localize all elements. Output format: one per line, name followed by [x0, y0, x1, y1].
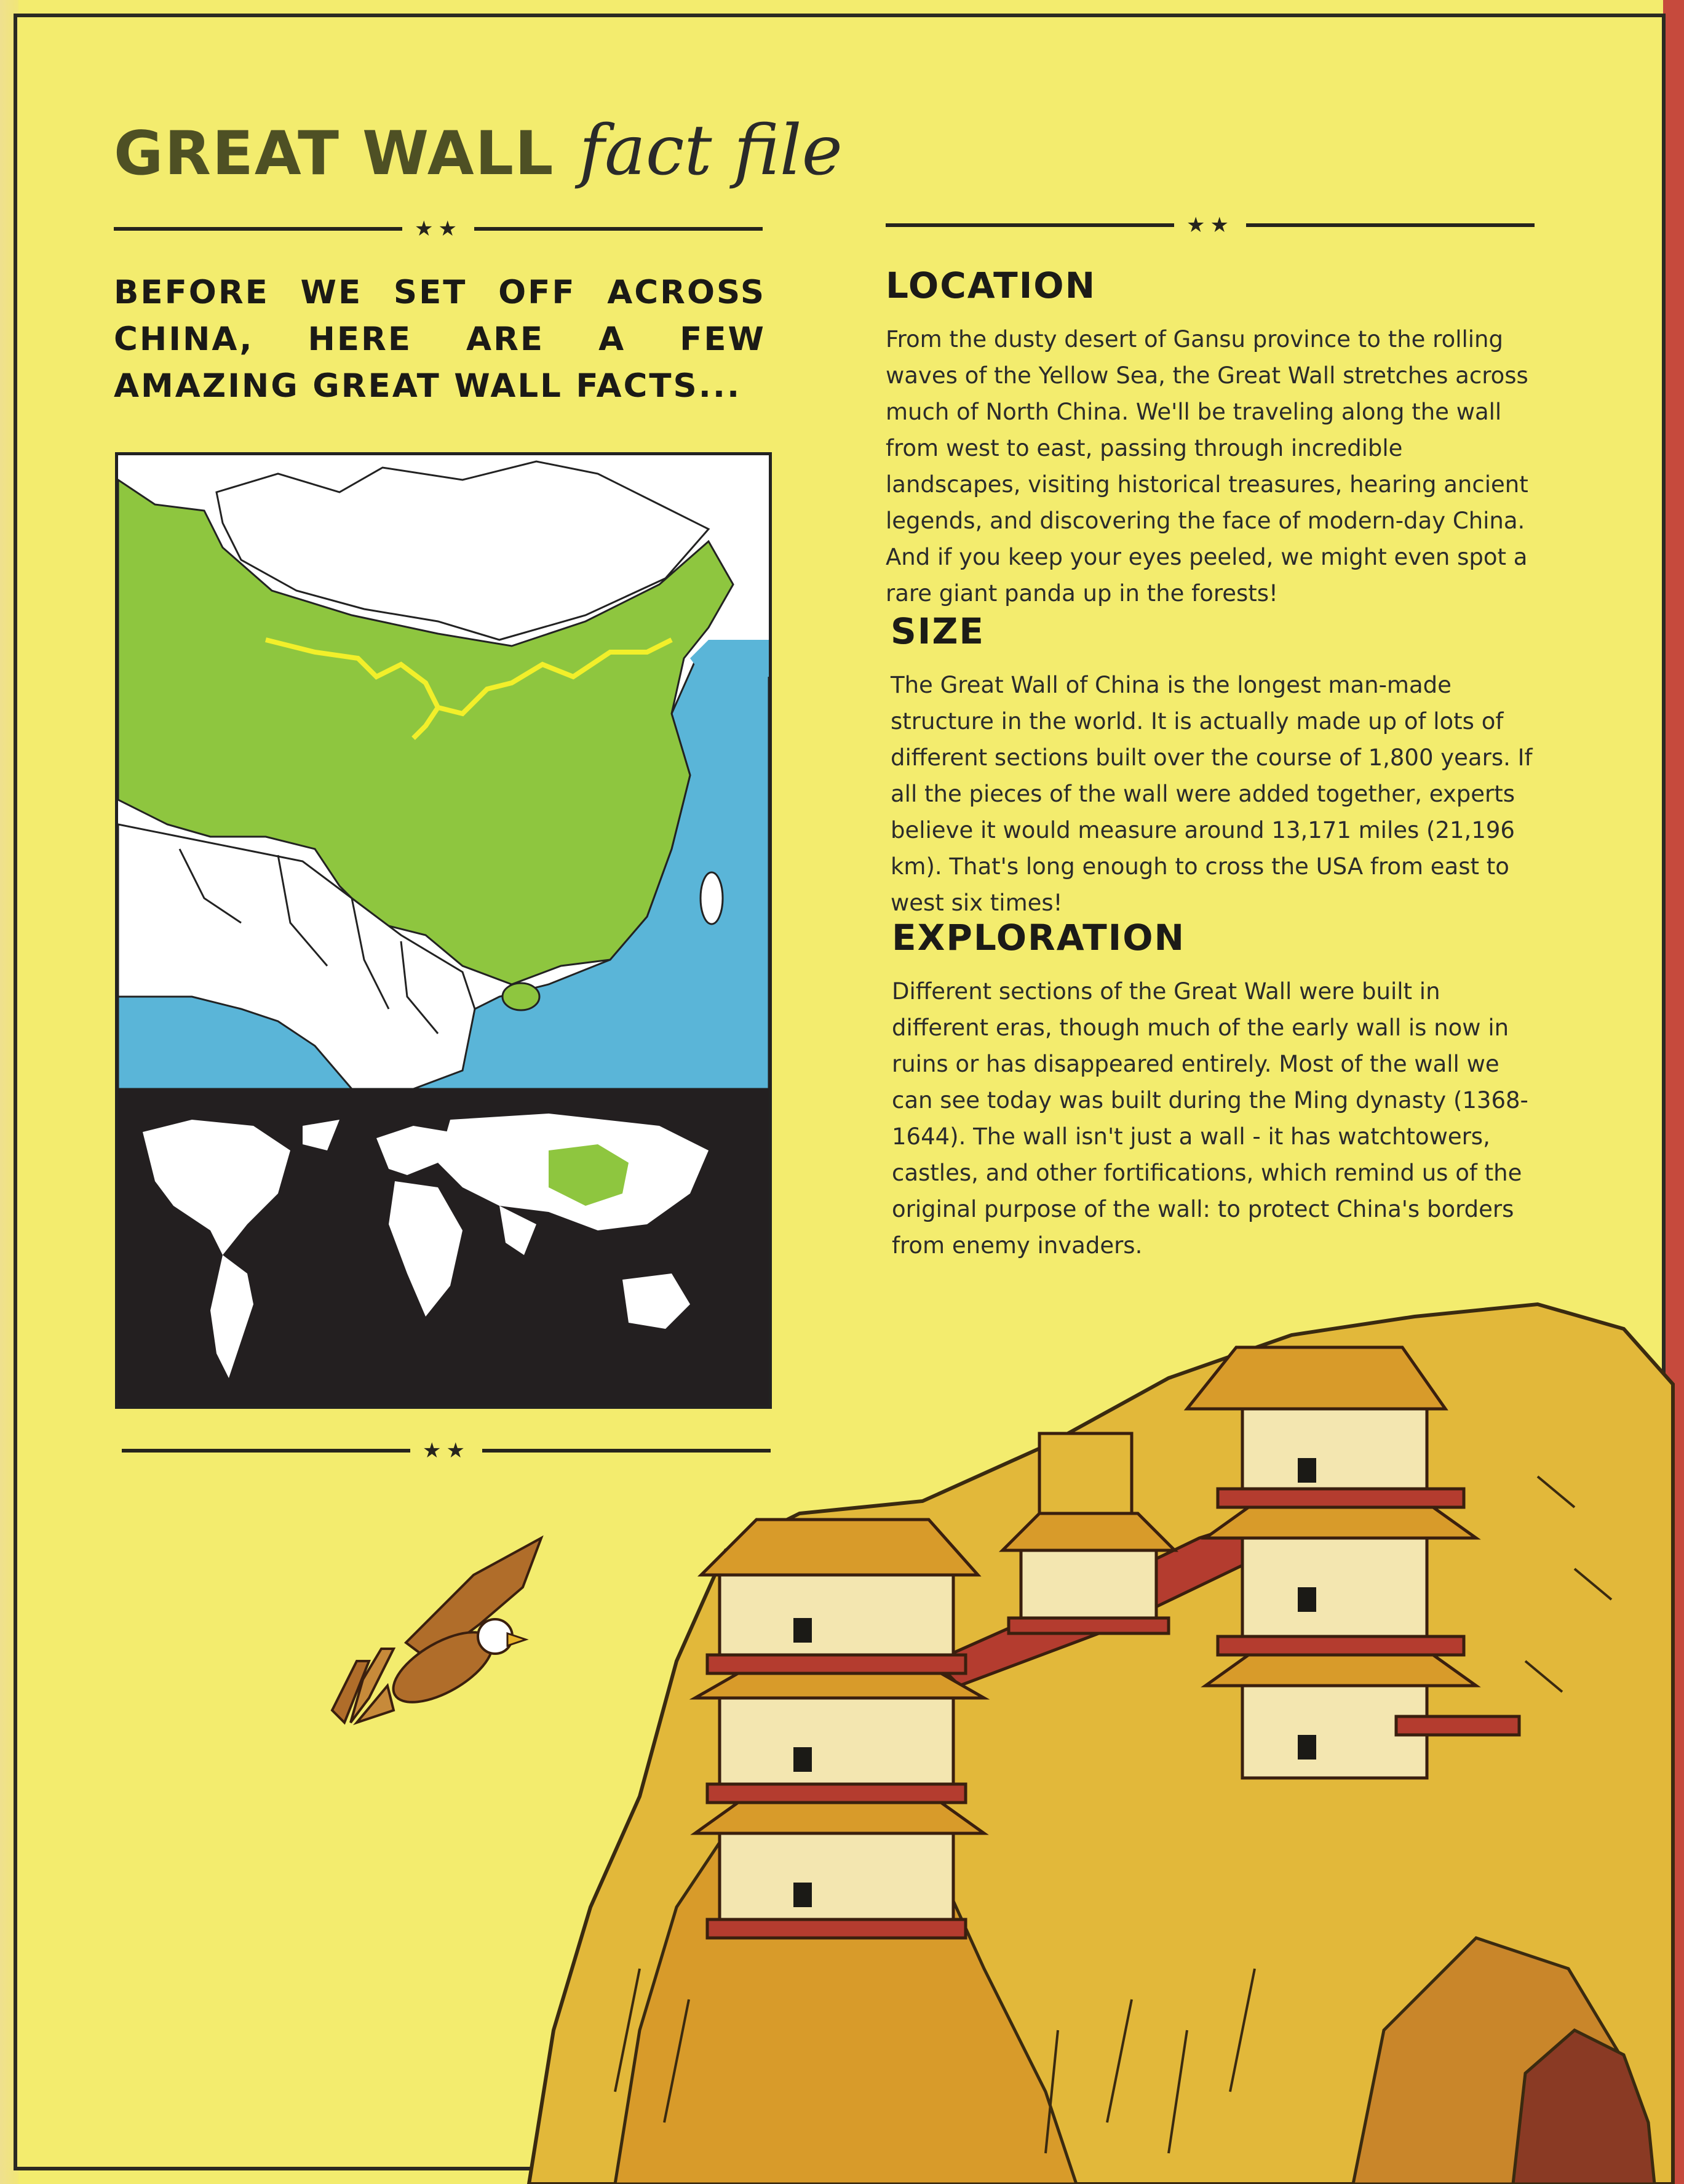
- section-body-location: From the dusty desert of Gansu province to the rolling waves of the Yellow Sea, the Great Wall stretches across much of North China. We'll be traveling along the wall from west to east, passing through incredible landscapes, visiting historical treasures, hearing ancient legends, and discovering the face of modern-day China. And if you keep your eyes peeled, we might even spot a rare giant panda up in the forests!: [886, 326, 1528, 607]
- intro-text: BEFORE WE SET OFF ACROSS CHINA, HERE ARE A FEW AMAZING GREAT WALL FACTS...: [114, 274, 766, 405]
- title-script: fact file: [579, 111, 843, 191]
- section-heading-exploration: EXPLORATION: [892, 917, 1186, 958]
- eagle-icon: [332, 1538, 541, 1723]
- section-heading-location: LOCATION: [886, 265, 1097, 306]
- title-main: GREAT WALL: [114, 119, 555, 189]
- stars-icon: ★★: [1186, 213, 1234, 237]
- section-heading-size: SIZE: [891, 610, 985, 652]
- stars-icon: ★★: [415, 217, 462, 241]
- pagoda-left: [695, 1520, 984, 1938]
- stars-icon: ★★: [423, 1438, 470, 1463]
- section-body-exploration: Different sections of the Great Wall were built in different eras, though much of the early wall is now in ruins or has disappeared entirely. Most of the wall we can see today was built during the Ming dynasty (1368-1644). The wall isn't just a wall - it has watchtowers, castles, and other fortifications, which remind us of the original purpose of the wall: to protect China's borders from enemy invaders.: [892, 978, 1528, 1259]
- section-body-size: The Great Wall of China is the longest man-made structure in the world. It is actually made up of lots of different sections built over the course of 1,800 years. If all the pieces of the wall were added together, experts believe it would measure around 13,171 miles (21,196 km). That's long enough to cross the USA from east to west six times!: [891, 672, 1533, 916]
